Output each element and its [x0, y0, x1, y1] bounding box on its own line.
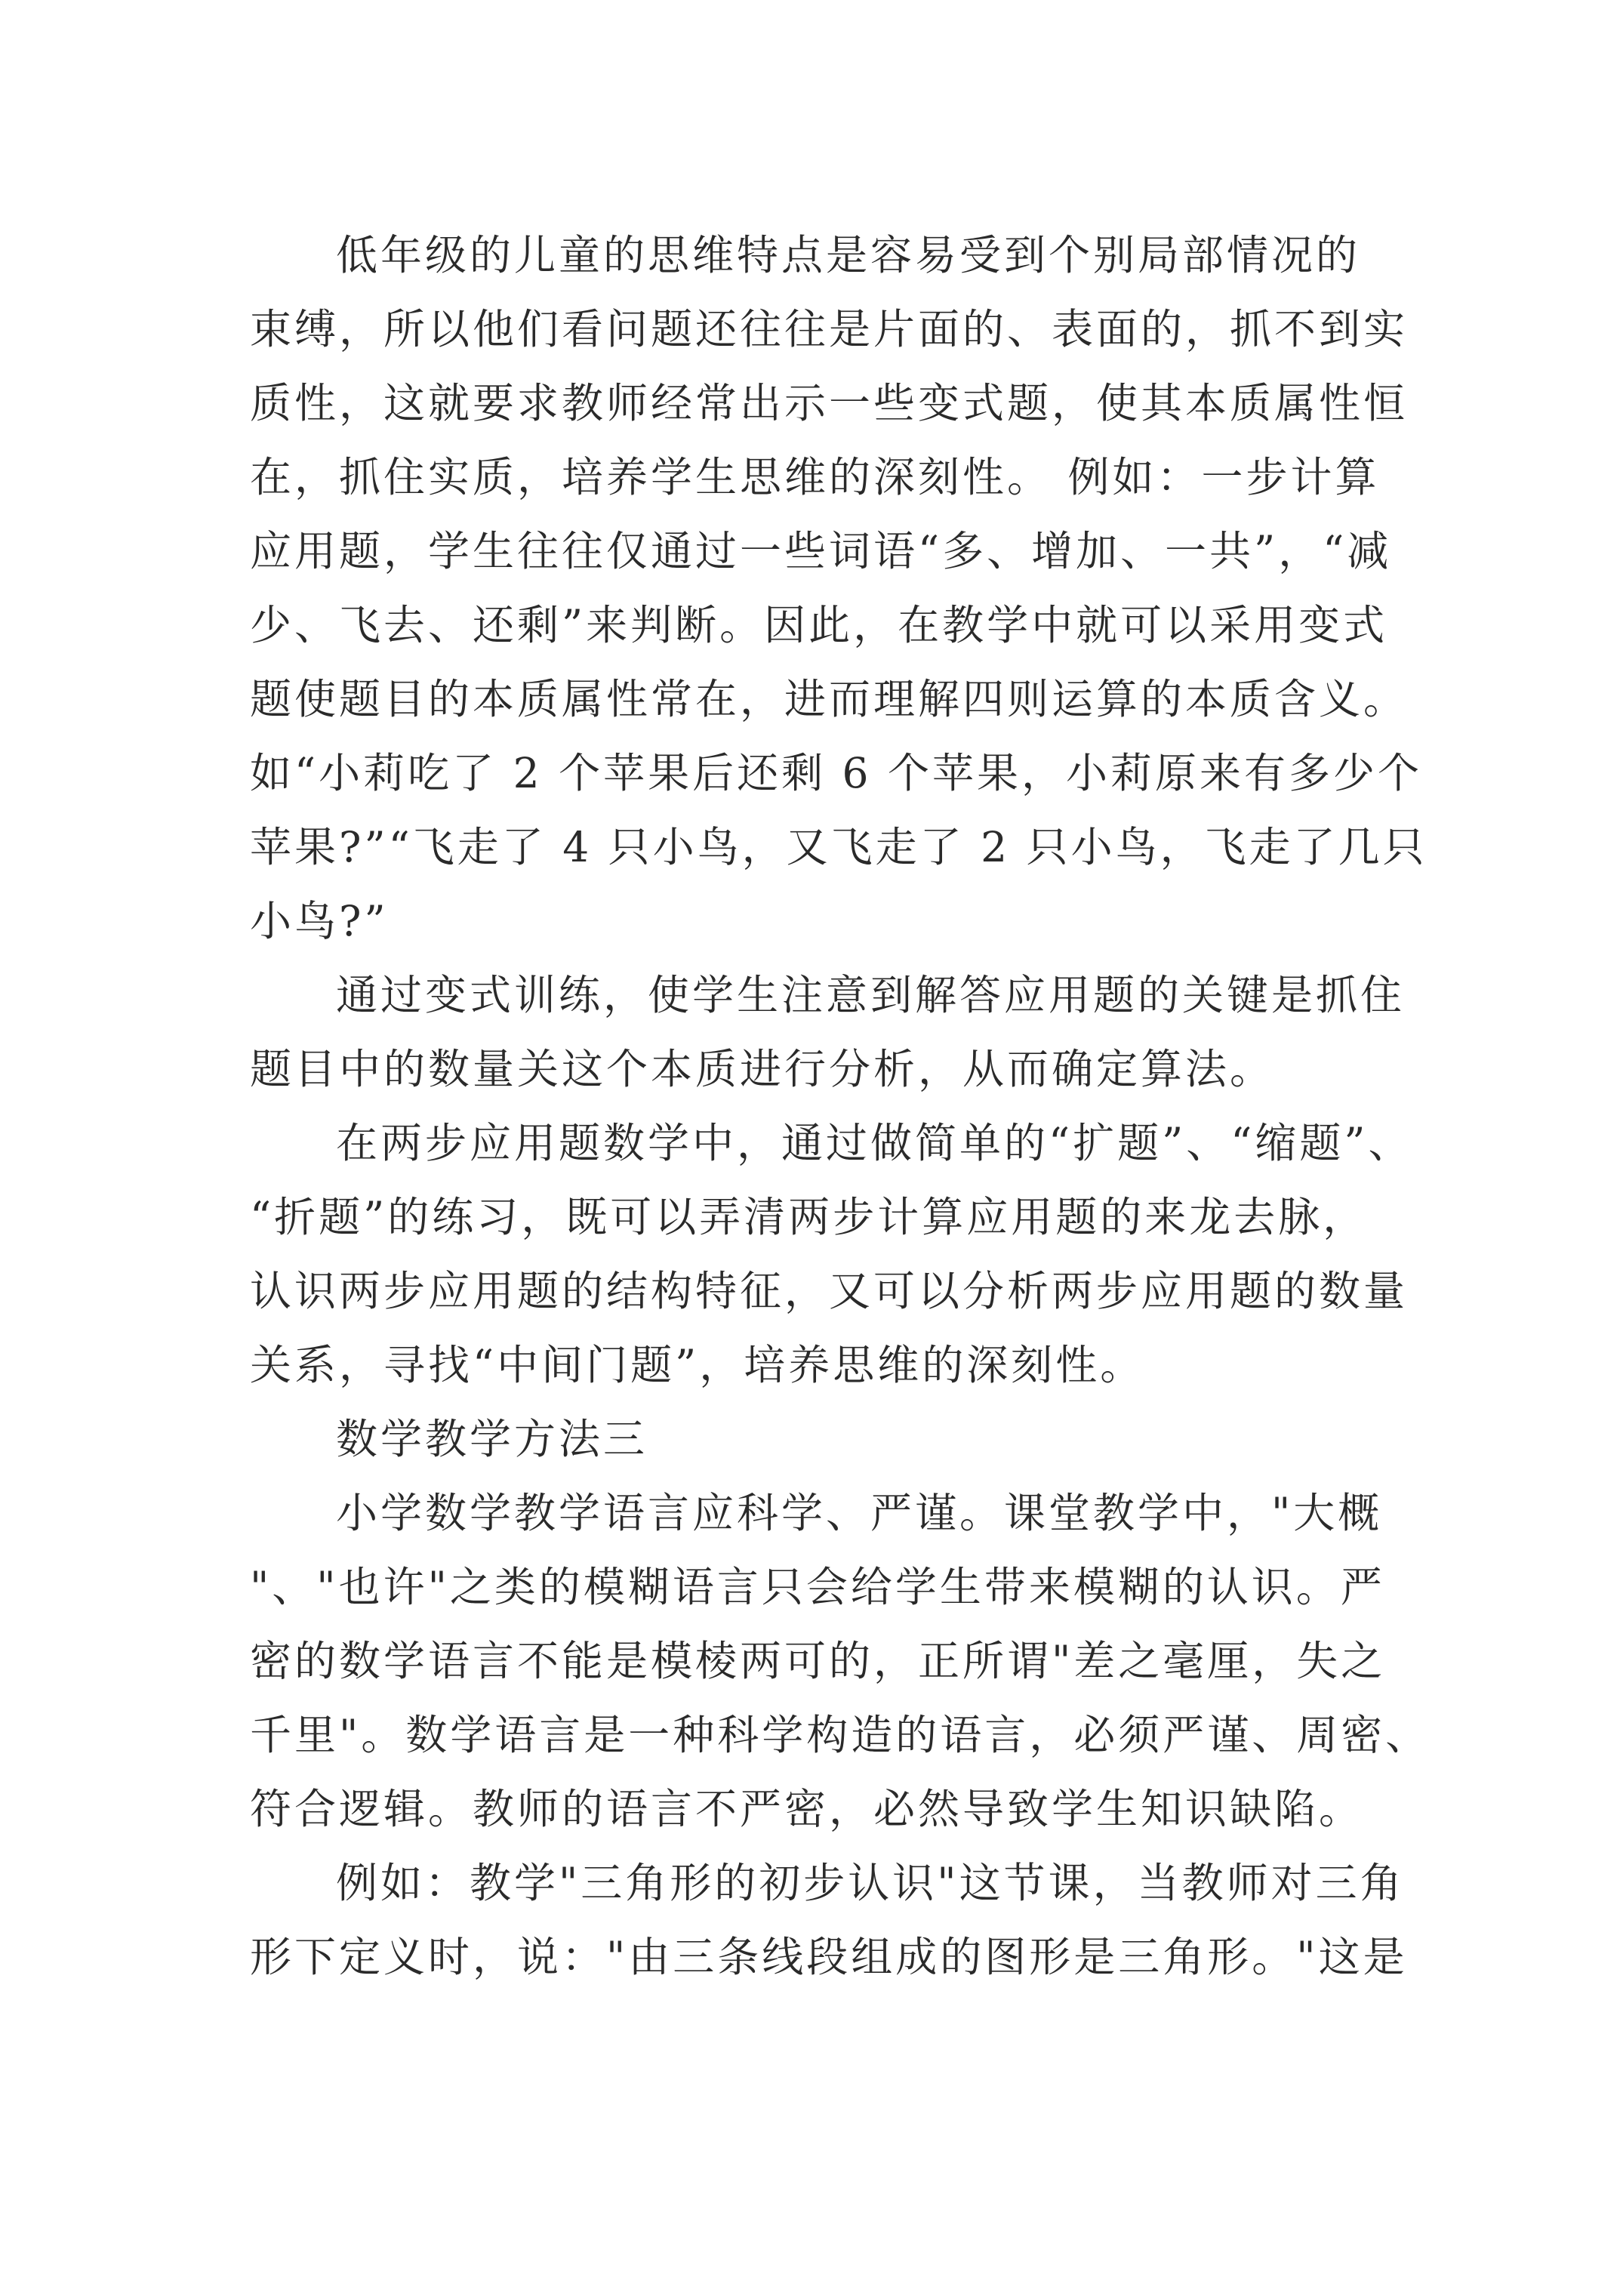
text-line: 质性，这就要求教师经常出示一些变式题，使其本质属性恒 — [250, 379, 1409, 427]
section-heading: 数学教学方法三 — [336, 1415, 648, 1463]
text-line: 在两步应用题数学中，通过做简单的“扩题”、“缩题”、 — [336, 1119, 1413, 1167]
text-line: 形下定义时，说："由三条线段组成的图形是三角形。"这是 — [250, 1933, 1408, 1981]
text-line: 关系，寻找“中间门题”，培养思维的深刻性。 — [250, 1341, 1145, 1389]
text-line: 认识两步应用题的结构特征，又可以分析两步应用题的数量 — [250, 1267, 1409, 1315]
text-line: 少、飞去、还剩”来判断。因此，在教学中就可以采用变式 — [250, 601, 1388, 649]
text-line: 应用题，学生往往仅通过一些词语“多、增加、一共”，“减 — [250, 527, 1392, 575]
text-line: 如“小莉吃了 2 个苹果后还剩 6 个苹果，小莉原来有多少个 — [250, 749, 1423, 797]
text-line: 题使题目的本质属性常在，进而理解四则运算的本质含义。 — [250, 675, 1409, 723]
text-line: 在，抓住实质，培养学生思维的深刻性。 例如：一步计算 — [250, 453, 1380, 501]
text-line: 通过变式训练，使学生注意到解答应用题的关键是抓住 — [336, 971, 1406, 1019]
text-line: 束缚，所以他们看问题还往往是片面的、表面的，抓不到实 — [250, 305, 1409, 353]
text-line: 千里"。数学语言是一种科学构造的语言，必须严谨、周密、 — [250, 1711, 1431, 1759]
text-line: 低年级的儿童的思维特点是容易受到个别局部情况的 — [336, 231, 1361, 279]
text-line: 小鸟?” — [250, 897, 389, 945]
text-line: 题目中的数量关这个本质进行分析，从而确定算法。 — [250, 1045, 1275, 1093]
text-line: 例如：教学"三角形的初步认识"这节课，当教师对三角 — [336, 1859, 1405, 1907]
text-line: 小学数学教学语言应科学、严谨。课堂教学中，"大概 — [336, 1489, 1383, 1537]
text-line: 符合逻辑。教师的语言不严密，必然导致学生知识缺陷。 — [250, 1785, 1364, 1833]
text-line: "、"也许"之类的模糊语言只会给学生带来模糊的认识。严 — [250, 1563, 1385, 1611]
text-line: 密的数学语言不能是模棱两可的，正所谓"差之毫厘，失之 — [250, 1637, 1386, 1685]
text-line: “折题”的练习，既可以弄清两步计算应用题的来龙去脉， — [250, 1193, 1368, 1241]
text-line: 苹果?”“飞走了 4 只小鸟，又飞走了 2 只小鸟，飞走了几只 — [250, 823, 1427, 871]
